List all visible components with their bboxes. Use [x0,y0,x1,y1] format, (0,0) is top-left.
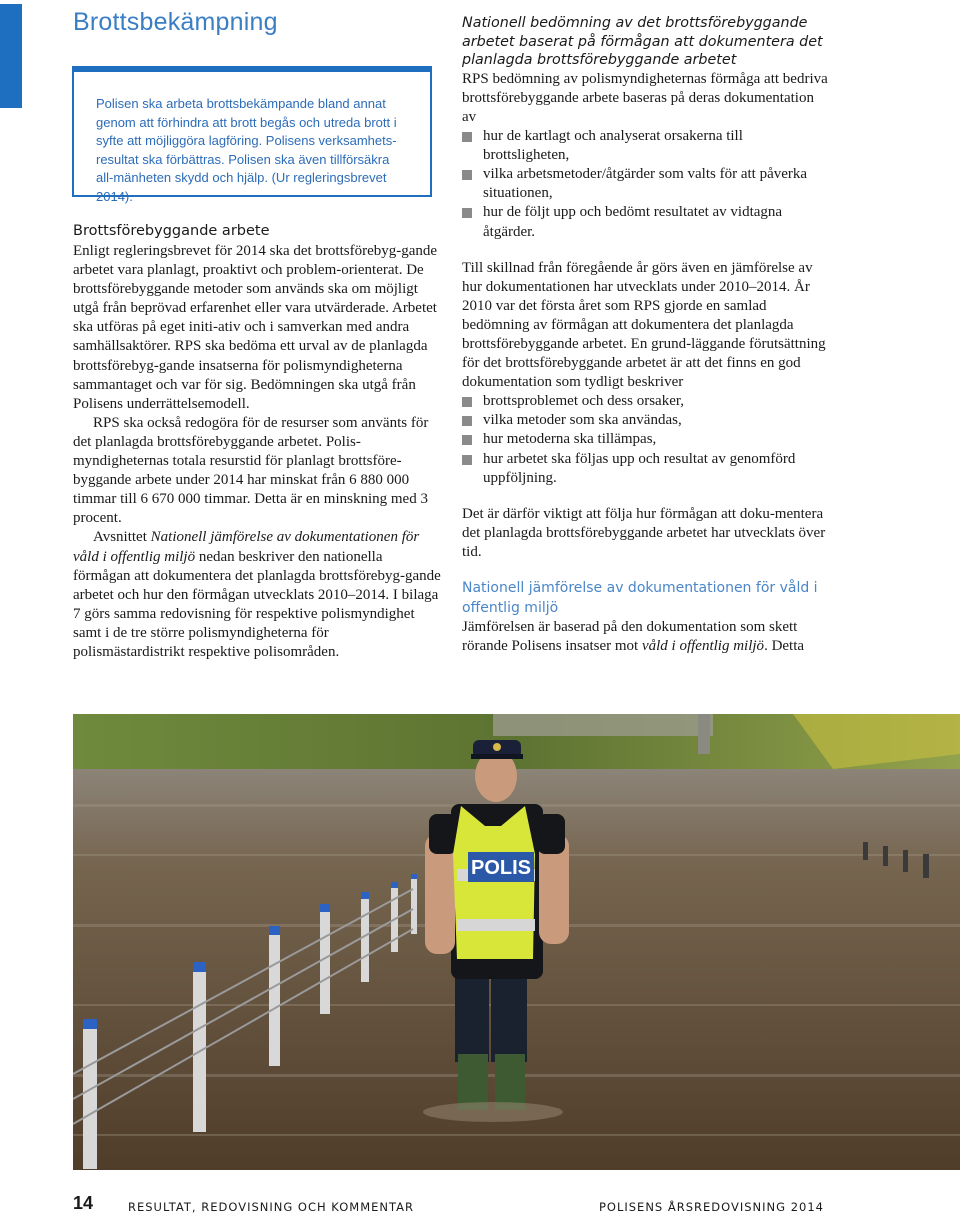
callout-text: Polisen ska arbeta brottsbekämpande bland annat genom att förhindra att brott begås och utreda brott i syfte att möjliggöra lagföring. Polisens verksamhets-resultat ska förbättras. Polisen ska även tillförsäkra all-mänheten skydd och hjälp. (Ur regleringsbrevet 2014). [96,96,397,204]
paragraph: Enligt regleringsbrevet för 2014 ska det brottsförebyg-gande arbetet vara planlagt, proaktivt och problem-orienterat. De brottsförebyggande metoder som används ska om möjligt utgå från beprövad erfarenhet eller vara utvärderade. Arbetet ska utföras på eget initi-ativ och i samverkan med andra samhällsaktörer. RPS ska bedöma ett urval av de planlagda brottsförebyg-gande insatserna för polismyndigheterna sammantaget och var för sig. Bedömningen ska utgå från Polisens underrättelsemodell. [73,243,438,412]
left-column [73,222,441,662]
paragraph: Det är därför viktigt att följa hur förmågan att doku-mentera det planlagda brottsförebyggande arbetet har utvecklats över tid. [462,505,826,560]
flood-police-photo [73,714,960,1170]
text-run: . Detta [764,638,805,655]
list-item: hur arbetet ska följas upp och resultat av genomförd uppföljning. [462,450,828,488]
paragraph [73,528,441,662]
list-item: hur de följt upp och bedömt resultatet av vidtagna åtgärder. [462,203,828,241]
paragraph: RPS ska också redogöra för de resurser som använts för det planlagda brottsförebyggande arbetet. Polis-myndigheternas totala resurstid för planlagt brottsföre-byggande arbete under 2014 har minskat från 6 880 000 timmar till 6 670 000 timmar. Detta är en minskning med 3 procent. [73,414,429,527]
paragraph [462,618,828,656]
text-run: nedan beskriver den nationella förmågan att dokumentera det planlagda brottsförebyg-gande arbetet och hur den förmågan utvecklats 2010–2014. I bilaga 7 görs samma redovisning för respektive polismyndighet samt i de tre större polismyndigheterna för polismästardistrikt respektive polisområden. [73,548,441,660]
bullet-list [462,392,828,487]
footer-section-title: RESULTAT, REDOVISNING OCH KOMMENTAR [128,1200,414,1214]
section-heading: Brottsförebyggande arbete [73,223,270,239]
vest-polis-label: POLIS [470,857,532,879]
footer-publication-title: POLISENS ÅRSREDOVISNING 2014 [598,1200,824,1214]
quote-callout-box [72,66,432,204]
list-item: vilka arbetsmetoder/åtgärder som valts för att påverka situationen, [462,165,828,203]
paragraph: RPS bedömning av polismyndigheternas förmåga att bedriva brottsförebyggande arbete baseras på deras dokumentation av [462,70,828,125]
emphasized-term: våld i offentlig miljö [641,638,765,655]
subsection-heading: Nationell jämförelse av dokumentationen för våld i offentlig miljö [462,580,818,616]
list-item: hur de kartlagt och analyserat orsakerna till brottsligheten, [462,127,828,165]
page-title: Brottsbekämpning [73,8,278,36]
section-heading: Nationell bedömning av det brottsförebyggande arbetet baserat på förmågan att dokumentera det planlagda brottsförebyggande arbetet [462,15,823,69]
list-item: hur metoderna ska tillämpas, [462,430,828,449]
list-item: brottsproblemet och dess orsaker, [462,392,828,411]
list-item: vilka metoder som ska användas, [462,411,828,430]
right-column [462,14,828,656]
page-number: 14 [73,1193,94,1213]
bullet-list [462,127,828,242]
paragraph: Till skillnad från föregående år görs även en jämförelse av hur dokumentationen har utvecklats under 2010–2014. År 2010 var det första året som RPS gjorde en samlad bedömning av förmågan att dokumentera det planlagda brottsförebyggande arbetet. En grund-läggande förutsättning för det brottsförebyggande arbetet är att det finns en god dokumentation som tydligt beskriver [462,259,826,391]
section-color-tab [0,4,22,108]
text-run: Jämförelsen är baserad på den dokumentation som skett rörande Polisens insatser mot [462,619,798,655]
emphasized-reference: Nationell jämförelse av dokumentationen för våld i offentlig miljö [73,529,420,565]
page-footer [73,1193,824,1217]
text-run: Avsnittet [93,529,151,546]
